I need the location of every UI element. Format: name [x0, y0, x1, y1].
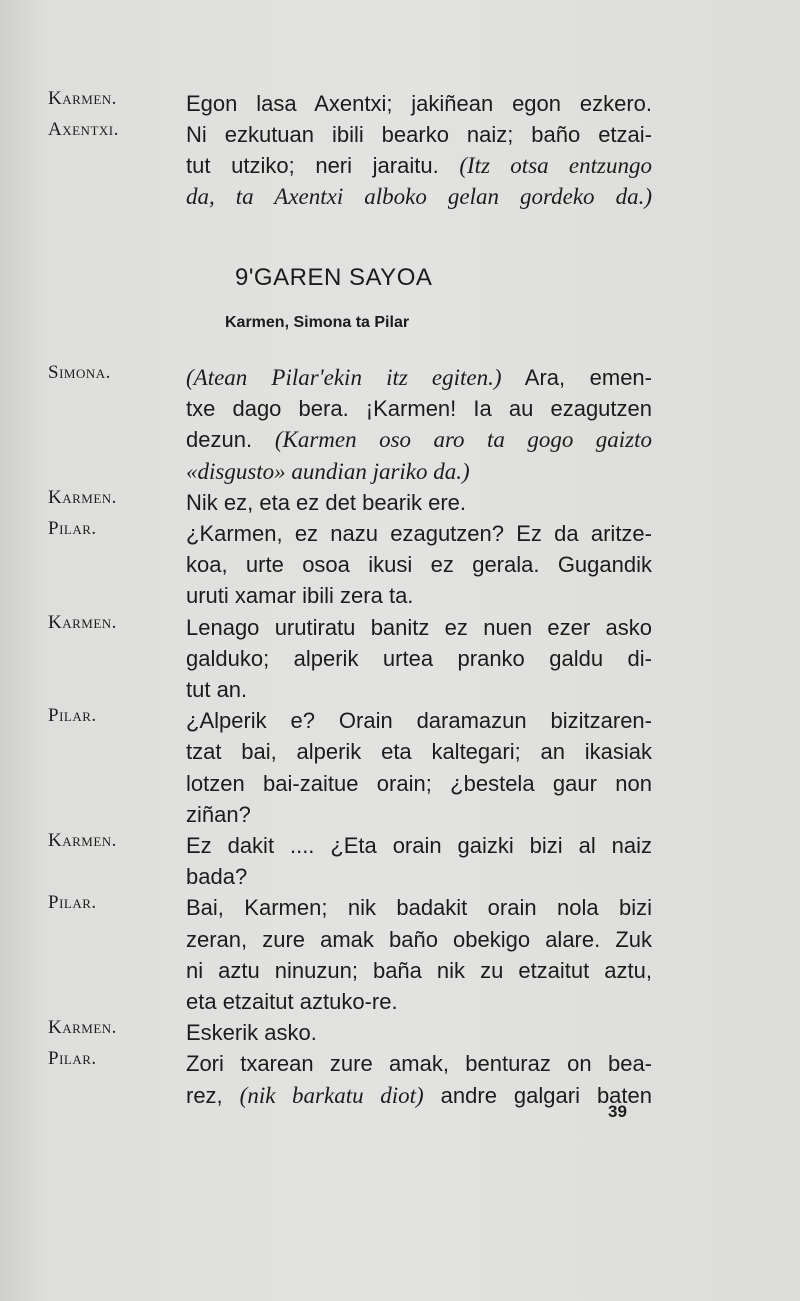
dialogue-text	[186, 362, 652, 394]
dialogue-line	[0, 986, 800, 1018]
dialogue-line	[0, 830, 800, 862]
dialogue-text	[186, 986, 652, 1018]
speaker-name: Pilar.	[48, 705, 97, 727]
text-run: uruti xamar ibili zera ta.	[186, 583, 414, 609]
text-run: Zori txarean zure amak, benturaz on bea-	[186, 1051, 652, 1077]
text-run: bada?	[186, 864, 248, 890]
dialogue-text	[186, 549, 652, 581]
dialogue-text	[186, 799, 652, 831]
dialogue-text	[186, 1080, 652, 1112]
dialogue-text	[186, 181, 652, 213]
dialogue-line	[0, 1048, 800, 1080]
dialogue-text	[186, 424, 652, 456]
text-run: andre galgari baten	[423, 1082, 652, 1108]
text-run: galduko; alperik urtea pranko galdu di-	[186, 645, 652, 671]
stage-direction: «disgusto» aundian jariko da.)	[186, 458, 470, 484]
dialogue-text	[186, 612, 652, 644]
text-run: txe dago bera. ¡Karmen! Ia au ezagutzen	[186, 396, 652, 422]
dialogue-line	[0, 487, 800, 519]
dialogue-text: Egon lasa Axentxi; jakiñean egon ezkero.	[186, 91, 652, 116]
dialogue-text	[186, 643, 652, 675]
text-run: Bai, Karmen; nik badakit orain nola bizi	[186, 895, 652, 921]
dialogue-line	[0, 580, 800, 612]
speaker-name: Karmen.	[48, 88, 117, 109]
text-run: dezun.	[186, 427, 275, 453]
dialogue-line	[0, 643, 800, 675]
page-number: 39	[608, 1102, 627, 1121]
text-run: tzat bai, alperik eta kaltegari; an ikasiak	[186, 739, 652, 765]
speaker-name: Karmen.	[48, 611, 117, 633]
text-run: Eskerik asko.	[186, 1020, 317, 1046]
speaker-name: Karmen.	[48, 486, 117, 508]
stage-direction: (Itz otsa entzungo	[459, 153, 652, 178]
speaker-name: Axentxi.	[48, 119, 119, 140]
text-run: ¿Karmen, ez nazu ezagutzen? Ez da aritze-	[186, 521, 652, 546]
text-run: Ez dakit .... ¿Eta orain gaizki bizi al naiz	[186, 833, 652, 858]
text-run: ¿Alperik e? Orain daramazun bizitzaren-	[186, 708, 652, 734]
text-run: Lenago urutiratu banitz ez nuen ezer asko	[186, 614, 652, 640]
text-run: eta etzaitut aztuko-re.	[186, 989, 398, 1014]
text-run: ni aztu ninuzun; baña nik zu etzaitut aztu,	[186, 957, 652, 983]
dialogue-text	[186, 705, 652, 737]
text-run: ziñan?	[186, 801, 251, 827]
dialogue-text	[186, 1017, 652, 1049]
dialogue-line	[0, 892, 800, 924]
dialogue-text	[186, 518, 652, 550]
dialogue-line	[0, 924, 800, 956]
text-run: tut an.	[186, 677, 248, 702]
text-run: Ara, emen-	[501, 365, 652, 390]
dialogue-line	[0, 393, 800, 425]
dialogue-line	[0, 612, 800, 644]
dialogue-line	[0, 362, 800, 394]
dialogue-line	[0, 549, 800, 581]
dialogue-text	[186, 393, 652, 425]
dialogue-line	[0, 456, 800, 488]
dialogue-line	[0, 424, 800, 456]
dialogue-text	[186, 830, 652, 862]
dialogue-line	[0, 705, 800, 737]
dialogue-line	[0, 1017, 800, 1049]
dialogue-line	[0, 674, 800, 706]
dialogue-text	[186, 861, 652, 893]
text-run: rez,	[186, 1082, 240, 1108]
dialogue-line	[0, 181, 800, 213]
stage-direction: da, ta Axentxi alboko gelan gordeko da.)	[186, 184, 652, 209]
dialogue-line	[0, 88, 800, 120]
dialogue-text	[186, 924, 652, 956]
dialogue-text	[186, 768, 652, 800]
dialogue-line	[0, 768, 800, 800]
stage-direction: (nik barkatu diot)	[239, 1082, 424, 1108]
dialogue-line	[0, 861, 800, 893]
dialogue-text	[186, 892, 652, 924]
text-run: zeran, zure amak baño obekigo alare. Zuk	[186, 926, 652, 952]
speaker-name: Pilar.	[48, 518, 97, 539]
speaker-name: Karmen.	[48, 1017, 117, 1039]
dialogue-text: tut utziko; neri jaraitu. (Itz otsa entzungo	[186, 153, 652, 178]
text-run: koa, urte osoa ikusi ez gerala. Gugandik	[186, 552, 652, 578]
dialogue-text	[186, 674, 652, 706]
stage-direction: (Atean Pilar'ekin itz egiten.)	[186, 365, 502, 390]
dialogue-line	[0, 955, 800, 987]
dialogue-line	[0, 150, 800, 182]
dialogue-text	[186, 955, 652, 987]
dialogue-text	[186, 1048, 652, 1080]
scene-title: 9'GAREN SAYOA	[235, 264, 433, 291]
dialogue-text	[186, 456, 652, 488]
stage-direction: (Karmen oso aro ta gogo gaizto	[274, 427, 652, 453]
text-run: Nik ez, eta ez det bearik ere.	[186, 489, 467, 515]
speaker-name: Karmen.	[48, 830, 117, 851]
dialogue-text	[186, 736, 652, 768]
dialogue-line	[0, 1080, 800, 1112]
speaker-name: Pilar.	[48, 892, 97, 914]
dialogue-text	[186, 580, 652, 612]
speaker-name: Pilar.	[48, 1048, 97, 1070]
dialogue-text: Ni ezkutuan ibili bearko naiz; baño etzai-	[186, 122, 652, 147]
dialogue-line	[0, 119, 800, 151]
dialogue-line	[0, 518, 800, 550]
scene-characters: Karmen, Simona ta Pilar	[225, 314, 410, 331]
speaker-name: Simona.	[48, 362, 111, 383]
text-run: lotzen bai-zaitue orain; ¿bestela gaur non	[186, 770, 652, 796]
dialogue-line	[0, 736, 800, 768]
dialogue-text	[186, 487, 652, 519]
dialogue-line	[0, 799, 800, 831]
